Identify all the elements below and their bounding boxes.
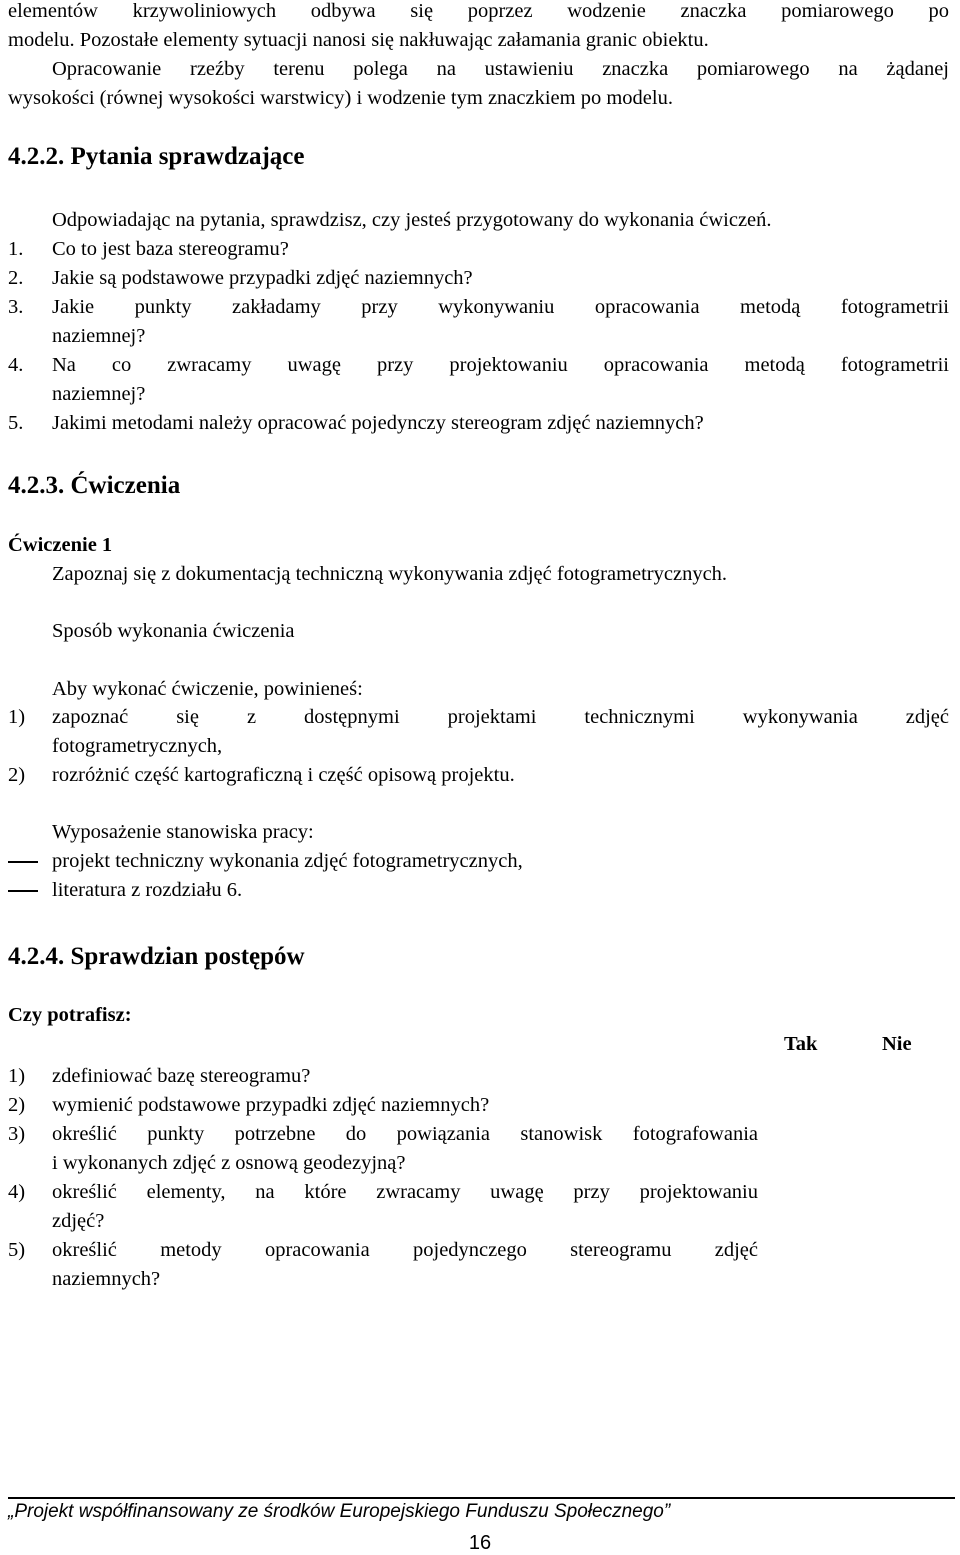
question-text: Jakie są podstawowe przypadki zdjęć naziemnych? — [52, 267, 473, 289]
question-list — [8, 235, 949, 438]
questions-intro: Odpowiadając na pytania, sprawdzisz, czy jesteś przygotowany do wykonania ćwiczeń. — [52, 209, 772, 231]
intro-line: elementów krzywoliniowych odbywa się poprzez wodzenie znaczka pomiarowego po — [8, 0, 949, 22]
todo-number: 1) — [8, 706, 26, 728]
equipment-item — [8, 847, 949, 876]
dash-bullet — [8, 890, 38, 892]
intro-paragraph — [8, 0, 949, 113]
todo-text: fotogrametrycznych, — [52, 735, 223, 757]
todo-number: 2) — [8, 764, 26, 786]
check-number: 2) — [8, 1094, 26, 1116]
check-number: 5) — [8, 1239, 26, 1261]
intro-line: Opracowanie rzeźby terenu polega na ustawieniu znaczka pomiarowego na żądanej — [52, 58, 949, 80]
check-text: określić punkty potrzebne do powiązania stanowisk fotografowania — [52, 1123, 758, 1145]
check-text: określić elementy, na które zwracamy uwagę przy projektowaniu — [52, 1181, 758, 1203]
method-label: Sposób wykonania ćwiczenia — [52, 620, 295, 642]
todo-item — [8, 703, 949, 761]
equipment-item — [8, 876, 949, 905]
page-number: 16 — [468, 1532, 492, 1554]
check-number: 1) — [8, 1065, 26, 1087]
question-number: 5. — [8, 412, 24, 434]
check-text: naziemnych? — [52, 1268, 161, 1290]
footer-funding-note: „Projekt współfinansowany ze środków Europejskiego Funduszu Społecznego” — [8, 1501, 671, 1522]
check-list — [8, 1062, 949, 1294]
equipment-text: projekt techniczny wykonania zdjęć fotogrametrycznych, — [52, 850, 523, 872]
question-text: Na co zwracamy uwagę przy projektowaniu opracowania metodą fotogrametrii — [52, 354, 949, 376]
question-text: naziemnej? — [52, 325, 146, 347]
question-text: Jakie punkty zakładamy przy wykonywaniu opracowania metodą fotogrametrii — [52, 296, 949, 318]
todo-text: zapoznać się z dostępnymi projektami technicznymi wykonywania zdjęć — [52, 706, 949, 728]
todo-intro: Aby wykonać ćwiczenie, powinieneś: — [52, 678, 363, 700]
question-item — [8, 293, 949, 351]
intro-line: modelu. Pozostałe elementy sytuacji nanosi się nakłuwając załamania granic obiektu. — [8, 29, 709, 51]
check-subheading: Czy potrafisz: — [8, 1004, 132, 1026]
equipment-text: literatura z rozdziału 6. — [52, 879, 243, 901]
section-heading-422: 4.2.2. Pytania sprawdzające — [8, 143, 305, 170]
todo-item — [8, 761, 949, 790]
column-header-yes: Tak — [784, 1033, 818, 1055]
check-item — [8, 1236, 758, 1294]
check-number: 4) — [8, 1181, 26, 1203]
check-text: określić metody opracowania pojedynczego stereogramu zdjęć — [52, 1239, 758, 1261]
equipment-label: Wyposażenie stanowiska pracy: — [52, 821, 314, 843]
question-item — [8, 409, 949, 438]
column-header-no: Nie — [882, 1033, 912, 1055]
section-heading-424: 4.2.4. Sprawdzian postępów — [8, 943, 305, 970]
dash-bullet — [8, 861, 38, 863]
todo-list — [8, 703, 949, 790]
check-number: 3) — [8, 1123, 26, 1145]
question-item — [8, 235, 949, 264]
exercise-task: Zapoznaj się z dokumentacją techniczną wykonywania zdjęć fotogrametrycznych. — [52, 563, 728, 585]
section-heading-423: 4.2.3. Ćwiczenia — [8, 472, 181, 499]
question-number: 3. — [8, 296, 24, 318]
check-text: zdefiniować bazę stereogramu? — [52, 1065, 311, 1087]
check-text: i wykonanych zdjęć z osnową geodezyjną? — [52, 1152, 406, 1174]
question-number: 1. — [8, 238, 24, 260]
check-item — [8, 1062, 758, 1091]
question-text: naziemnej? — [52, 383, 146, 405]
question-number: 4. — [8, 354, 24, 376]
check-item — [8, 1091, 758, 1120]
question-item — [8, 264, 949, 293]
question-item — [8, 351, 949, 409]
intro-line: wysokości (równej wysokości warstwicy) i wodzenie tym znaczkiem po modelu. — [8, 87, 673, 109]
question-text: Jakimi metodami należy opracować pojedynczy stereogram zdjęć naziemnych? — [52, 412, 704, 434]
footer-divider — [8, 1497, 955, 1499]
check-item — [8, 1178, 758, 1236]
equipment-list — [8, 847, 949, 905]
check-text: wymienić podstawowe przypadki zdjęć naziemnych? — [52, 1094, 490, 1116]
exercise-title: Ćwiczenie 1 — [8, 534, 113, 556]
question-number: 2. — [8, 267, 24, 289]
question-text: Co to jest baza stereogramu? — [52, 238, 289, 260]
check-item — [8, 1120, 758, 1178]
check-text: zdjęć? — [52, 1210, 105, 1232]
todo-text: rozróżnić część kartograficzną i część opisową projektu. — [52, 764, 515, 786]
